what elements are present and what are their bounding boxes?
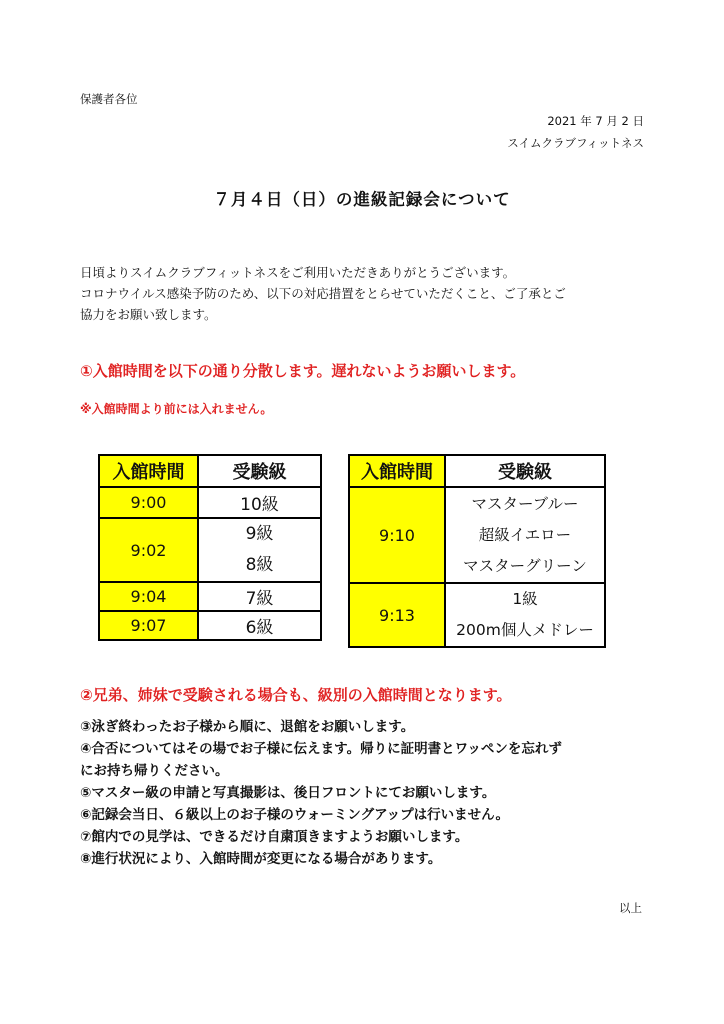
entry-time: 9:07 — [99, 611, 198, 640]
notice-1-heading: ①入館時間を以下の通り分散します。遅れないようお願いします。 — [80, 362, 526, 380]
entry-time: 9:10 — [349, 487, 445, 583]
addressee: 保護者各位 — [80, 92, 138, 106]
intro-line-1: 日頃よりスイムクラブフィットネスをご利用いただきありがとうございます。 — [80, 265, 516, 280]
entry-time: 9:02 — [99, 518, 198, 582]
grade: 200m個人メドレー — [456, 621, 594, 639]
notice-item: ⑧進行状況により、入館時間が変更になる場合があります。 — [80, 851, 442, 867]
notice-2: ②兄弟、姉妹で受験される場合も、級別の入館時間となります。 — [80, 686, 512, 704]
grade: 超級イエロー — [478, 525, 572, 544]
notice-item: ⑤マスター級の申請と写真撮影は、後日フロントにてお願いします。 — [80, 785, 496, 801]
grade: マスターグリーン — [463, 556, 587, 575]
header-entry-time: 入館時間 — [99, 455, 198, 487]
sender-name: スイムクラブフィットネス — [507, 136, 644, 150]
header-grade: 受験級 — [445, 455, 605, 487]
header-entry-time: 入館時間 — [349, 455, 445, 487]
notice-item: ③泳ぎ終わったお子様から順に、退館をお願いします。 — [80, 719, 415, 735]
closing-mark: 以上 — [619, 901, 642, 915]
notice-item: ⑦館内での見学は、できるだけ自粛頂きますようお願いします。 — [80, 829, 469, 845]
grade: 8級 — [245, 555, 274, 575]
notice-item: ④合否についてはその場でお子様に伝えます。帰りに証明書とワッペンを忘れず — [80, 741, 562, 757]
grade: 6級 — [198, 611, 321, 640]
schedule-table-left — [98, 454, 322, 641]
notice-1-sub: ※入館時間より前には入れません。 — [80, 402, 273, 416]
intro-line-3: 協力をお願い致します。 — [80, 307, 217, 322]
grade: 10級 — [198, 487, 321, 518]
grade-group — [198, 518, 321, 582]
schedule-table-right — [348, 454, 606, 648]
intro-line-2: コロナウイルス感染予防のため、以下の対応措置をとらせていただくこと、ご了承とご — [80, 286, 566, 301]
entry-time: 9:13 — [349, 583, 445, 647]
header-grade: 受験級 — [198, 455, 321, 487]
notice-item: にお持ち帰りください。 — [80, 763, 229, 779]
grade: マスターブルー — [471, 494, 579, 513]
grade-group — [445, 583, 605, 647]
document-date: 2021 年 7 月 2 日 — [547, 114, 644, 128]
grade-group — [445, 487, 605, 583]
grade: 9級 — [245, 524, 274, 544]
document-title: ７月４日（日）の進級記録会について — [213, 190, 511, 209]
entry-time: 9:04 — [99, 582, 198, 611]
entry-time: 9:00 — [99, 487, 198, 518]
grade: 7級 — [198, 582, 321, 611]
notice-item: ⑥記録会当日、６級以上のお子様のウォーミングアップは行いません。 — [80, 807, 509, 823]
grade: 1級 — [512, 590, 538, 608]
